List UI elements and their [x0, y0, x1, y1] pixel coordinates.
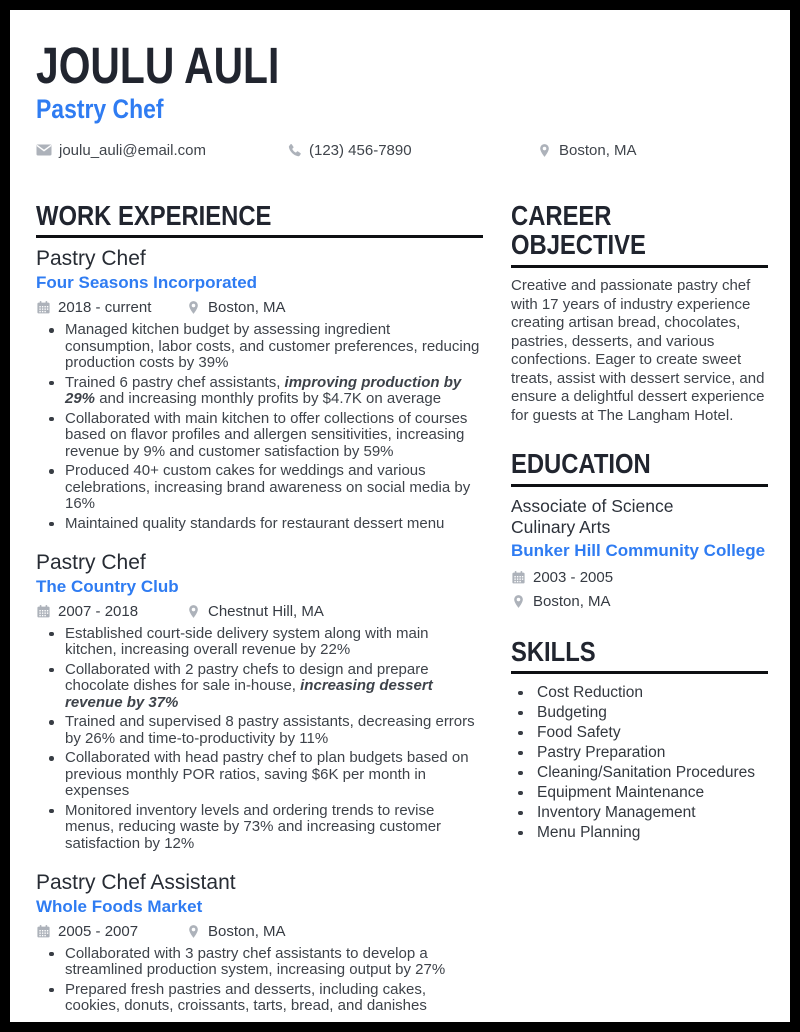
education-degree: Associate of Science [511, 495, 674, 516]
skill-item: Equipment Maintenance [511, 783, 768, 803]
job-location: Boston, MA [208, 922, 286, 940]
job-dates-item [36, 299, 186, 316]
location-pin-icon [186, 604, 201, 619]
job-company: Four Seasons Incorporated [36, 273, 258, 293]
job-location-item [186, 299, 286, 316]
skill-item: Inventory Management [511, 803, 768, 823]
job-location: Chestnut Hill, MA [208, 602, 324, 620]
candidate-name-row [36, 37, 768, 94]
section-work-experience [36, 201, 483, 1015]
education-school: Bunker Hill Community College [511, 540, 766, 560]
skills-heading-row [511, 637, 768, 675]
section-skills [511, 637, 768, 844]
job-bullet: Established court-side delivery system along with main kitchen, increasing overall revenue by 22% [36, 626, 483, 659]
emphasized-text: improving production by 29% [65, 373, 462, 407]
skill-item: Pastry Preparation [511, 743, 768, 763]
location-pin-icon [186, 300, 201, 315]
job-entry [36, 871, 483, 1015]
job-dates-item [36, 603, 186, 620]
education-heading-row [511, 449, 768, 487]
candidate-title-row [36, 95, 768, 125]
job-dates: 2005 - 2007 [58, 922, 139, 940]
location-pin-icon [537, 143, 552, 158]
envelope-icon [36, 142, 52, 158]
left-column [36, 201, 483, 1032]
work-experience-heading: WORK EXPERIENCE [36, 199, 272, 231]
job-bullet: Collaborated with main kitchen to offer collections of courses based on flavor profiles and allergen sensitivities, increasing revenue by 9% and customer satisfaction by 59% [36, 411, 483, 461]
candidate-name: JOULU AULI [36, 37, 280, 94]
education-heading: EDUCATION [511, 448, 651, 480]
job-entry [36, 551, 483, 852]
calendar-icon [511, 570, 526, 585]
job-bullets [36, 946, 483, 1015]
job-bullets [36, 322, 483, 532]
job-bullet: Maintained quality standards for restaurant dessert menu [36, 516, 483, 533]
skill-item: Cost Reduction [511, 683, 768, 703]
job-bullet: Collaborated with 3 pastry chef assistants to develop a streamlined production system, increasing output by 27% [36, 946, 483, 979]
location-pin-icon [186, 924, 201, 939]
job-meta-row [36, 923, 483, 940]
contact-email-text: joulu_auli@email.com [59, 141, 206, 159]
candidate-title: Pastry Chef [36, 94, 164, 124]
job-bullet: Managed kitchen budget by assessing ingredient consumption, labor costs, and customer preferences, reducing production costs by 39% [36, 322, 483, 372]
contact-location [537, 142, 637, 159]
career-objective-heading-row [511, 201, 768, 268]
education-field: Culinary Arts [511, 517, 611, 538]
job-title: Pastry Chef Assistant [36, 871, 236, 895]
career-objective-heading: CAREER OBJECTIVE [511, 199, 646, 261]
job-bullet: Monitored inventory levels and ordering trends to revise menus, reducing waste by 73% and increasing customer satisfaction by 12% [36, 803, 483, 853]
skills-list [511, 683, 768, 843]
education-location-row [511, 593, 768, 610]
skills-heading: SKILLS [511, 635, 596, 667]
contact-phone [287, 142, 537, 159]
job-dates-item [36, 923, 186, 940]
section-career-objective [511, 201, 768, 425]
right-column [511, 201, 768, 1032]
job-meta-row [36, 299, 483, 316]
job-entry [36, 247, 483, 532]
emphasized-text: increasing dessert revenue by 37% [65, 677, 433, 711]
job-location-item [186, 603, 324, 620]
job-bullet: Trained and supervised 8 pastry assistants, decreasing errors by 26% and time-to-productivity by 11% [36, 714, 483, 747]
work-experience-heading-row [36, 201, 483, 239]
contact-email [36, 142, 287, 159]
skill-item: Cleaning/Sanitation Procedures [511, 763, 768, 783]
resume-header [36, 37, 768, 159]
calendar-icon [36, 924, 51, 939]
job-title: Pastry Chef [36, 247, 146, 271]
job-company: The Country Club [36, 577, 179, 597]
job-location-item [186, 923, 286, 940]
jobs-list [36, 247, 483, 1014]
calendar-icon [36, 300, 51, 315]
job-location: Boston, MA [208, 299, 286, 316]
skill-item: Menu Planning [511, 823, 768, 843]
education-dates: 2003 - 2005 [533, 568, 614, 586]
job-meta-row [36, 603, 483, 620]
job-bullet: Collaborated with 2 pastry chefs to design and prepare chocolate dishes for sale in-house, increasing dessert revenue by 37% [36, 662, 483, 712]
contact-row [36, 142, 768, 159]
job-bullet: Collaborated with head pastry chef to plan budgets based on previous monthly POR ratios, saving $6K per month in expenses [36, 750, 483, 800]
job-bullet: Trained 6 pastry chef assistants, improving production by 29% and increasing monthly profits by $4.7K on average [36, 375, 483, 408]
job-dates: 2007 - 2018 [58, 602, 139, 620]
skill-item: Food Safety [511, 723, 768, 743]
education-location: Boston, MA [533, 592, 611, 610]
job-company: Whole Foods Market [36, 897, 203, 917]
job-title: Pastry Chef [36, 551, 146, 574]
calendar-icon [36, 604, 51, 619]
career-objective-text: Creative and passionate pastry chef with 17 years of industry experience creating artisan bread, chocolates, pastries, desserts, and various confections. Eager to create sweet treats, assist with dessert service, and ensure a delightful dessert experience for guests at The Langham Hotel. [511, 277, 765, 424]
skill-item: Budgeting [511, 703, 768, 723]
education-dates-row [511, 569, 768, 586]
contact-location-text: Boston, MA [559, 141, 637, 159]
job-bullets [36, 626, 483, 853]
section-education [511, 449, 768, 610]
resume-body [36, 201, 768, 1032]
phone-icon [287, 143, 302, 158]
job-bullet: Produced 40+ custom cakes for weddings and various celebrations, increasing brand awareness on social media by 16% [36, 463, 483, 513]
job-dates: 2018 - current [58, 299, 152, 316]
contact-phone-text: (123) 456-7890 [309, 141, 412, 159]
job-bullet: Prepared fresh pastries and desserts, including cakes, cookies, donuts, croissants, tarts, bread, and danishes [36, 982, 483, 1015]
location-pin-icon [511, 594, 526, 609]
